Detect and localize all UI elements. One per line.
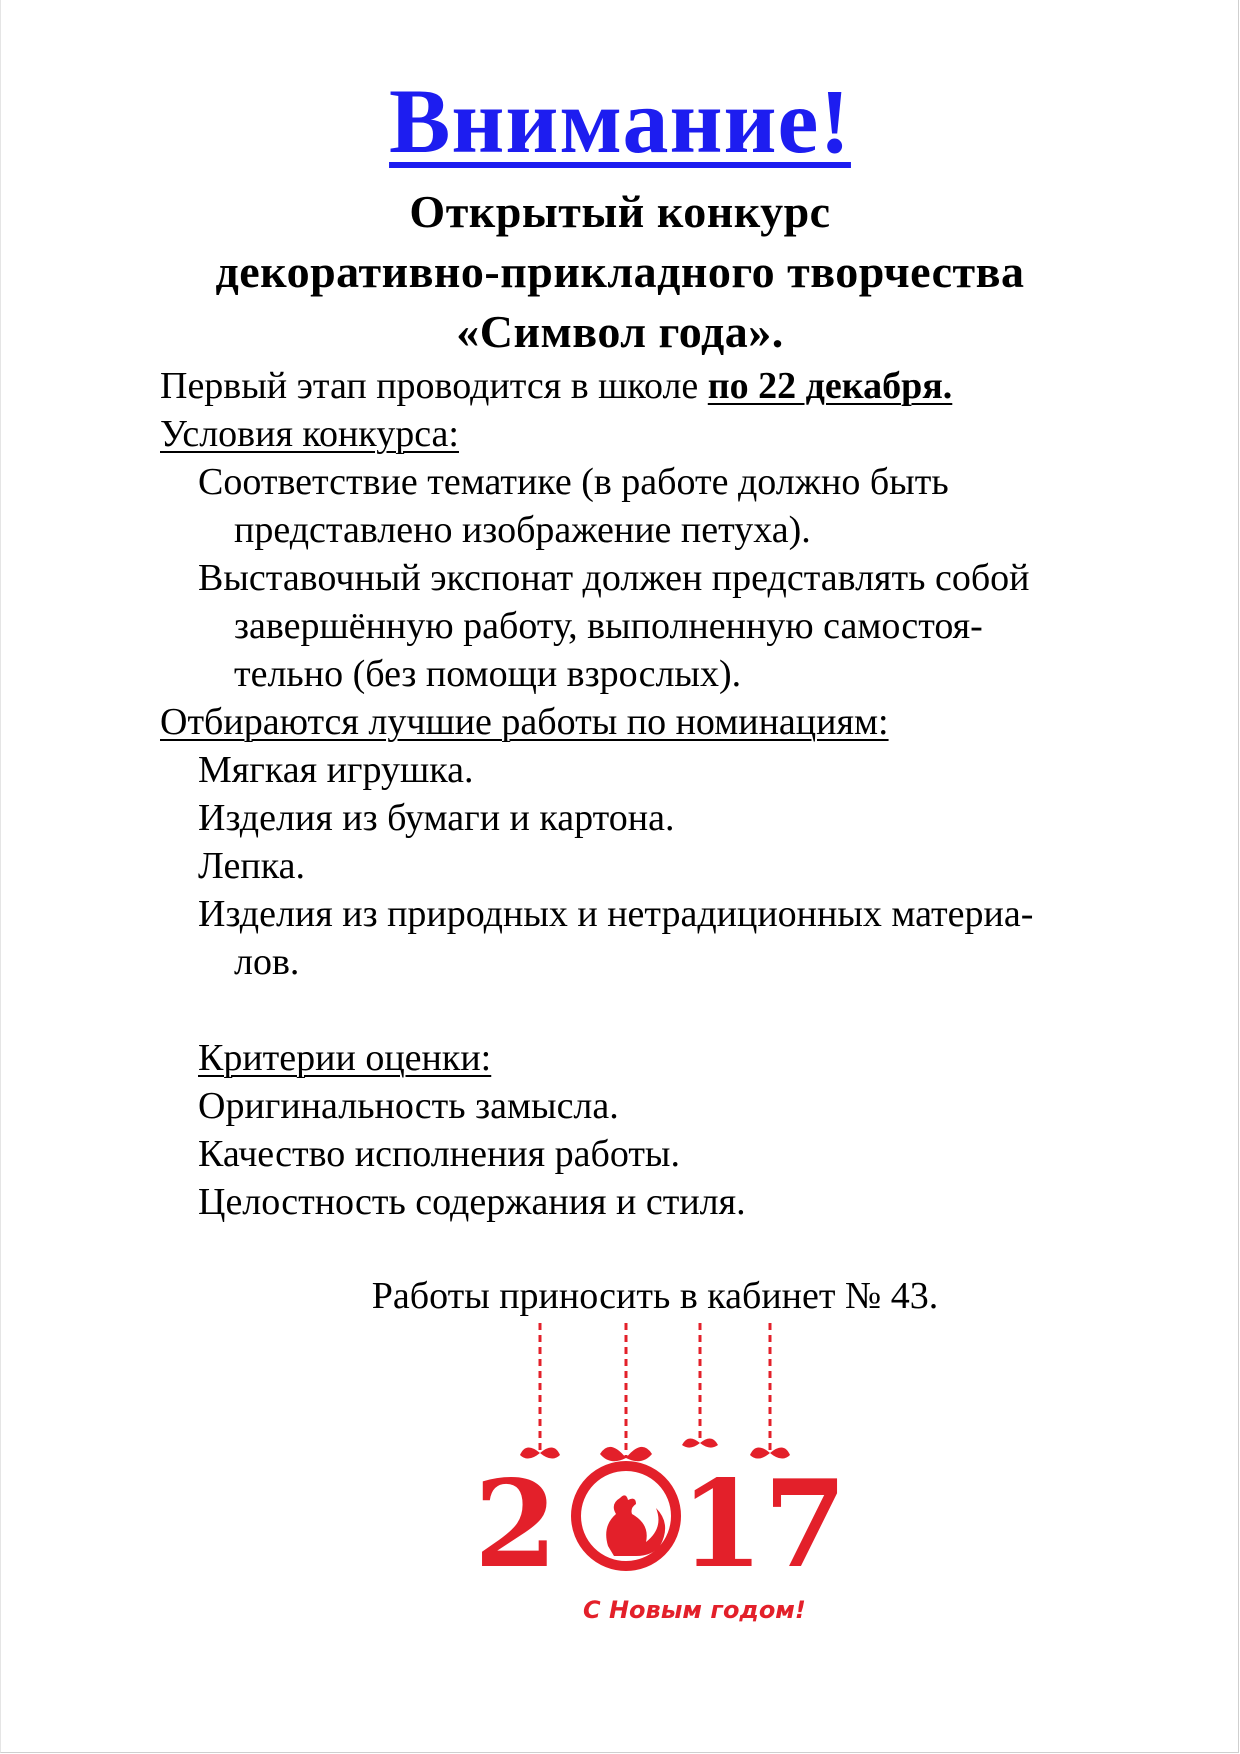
nominations-heading: Отбираются лучшие работы по номинациям: [160, 701, 889, 743]
condition-1-line-1: Соответствие тематике (в работе должно быть [198, 461, 949, 503]
intro-deadline: по 22 декабря. [707, 365, 953, 407]
criterion-1: Оригинальность замысла. [198, 1085, 619, 1127]
criteria-heading: Критерии оценки: [198, 1037, 492, 1079]
title-line-1: Открытый конкурс [409, 186, 831, 237]
intro-line [160, 362, 952, 410]
hanging-strings [540, 1323, 770, 1458]
intro-text: Первый этап проводится в школе [160, 365, 708, 407]
condition-1-line-2: представлено изображение петуха). [234, 509, 811, 551]
title-line-2: декоративно-прикладного творчества [215, 246, 1025, 297]
nomination-4-line-1: Изделия из природных и нетрадиционных материа- [198, 893, 1034, 935]
condition-2-line-1: Выставочный экспонат должен представлять собой [198, 557, 1030, 599]
greeting-text: С Новым годом! [583, 1596, 806, 1624]
headline-text: Внимание! [389, 70, 851, 172]
nomination-4-line-2: лов. [234, 941, 300, 983]
year-last-digits: 17 [680, 1454, 847, 1595]
headline [0, 68, 1240, 174]
footer-note: Работы приносить в кабинет № 43. [371, 1275, 939, 1317]
conditions-heading: Условия конкурса: [160, 413, 459, 455]
rooster-icon [606, 1495, 665, 1556]
condition-2-line-3: тельно (без помощи взрослых). [234, 653, 742, 695]
title-line-3: «Символ года». [456, 306, 784, 357]
nomination-3: Лепка. [198, 845, 305, 887]
criterion-3: Целостность содержания и стиля. [198, 1181, 746, 1223]
new-year-2017-ornament [468, 1318, 848, 1658]
condition-2-line-2: завершённую работу, выполненную самостоя- [234, 605, 983, 647]
criterion-2: Качество исполнения работы. [198, 1133, 680, 1175]
nomination-2: Изделия из бумаги и картона. [198, 797, 675, 839]
nomination-1: Мягкая игрушка. [198, 749, 474, 791]
year-first-digit: 2 [474, 1454, 558, 1595]
